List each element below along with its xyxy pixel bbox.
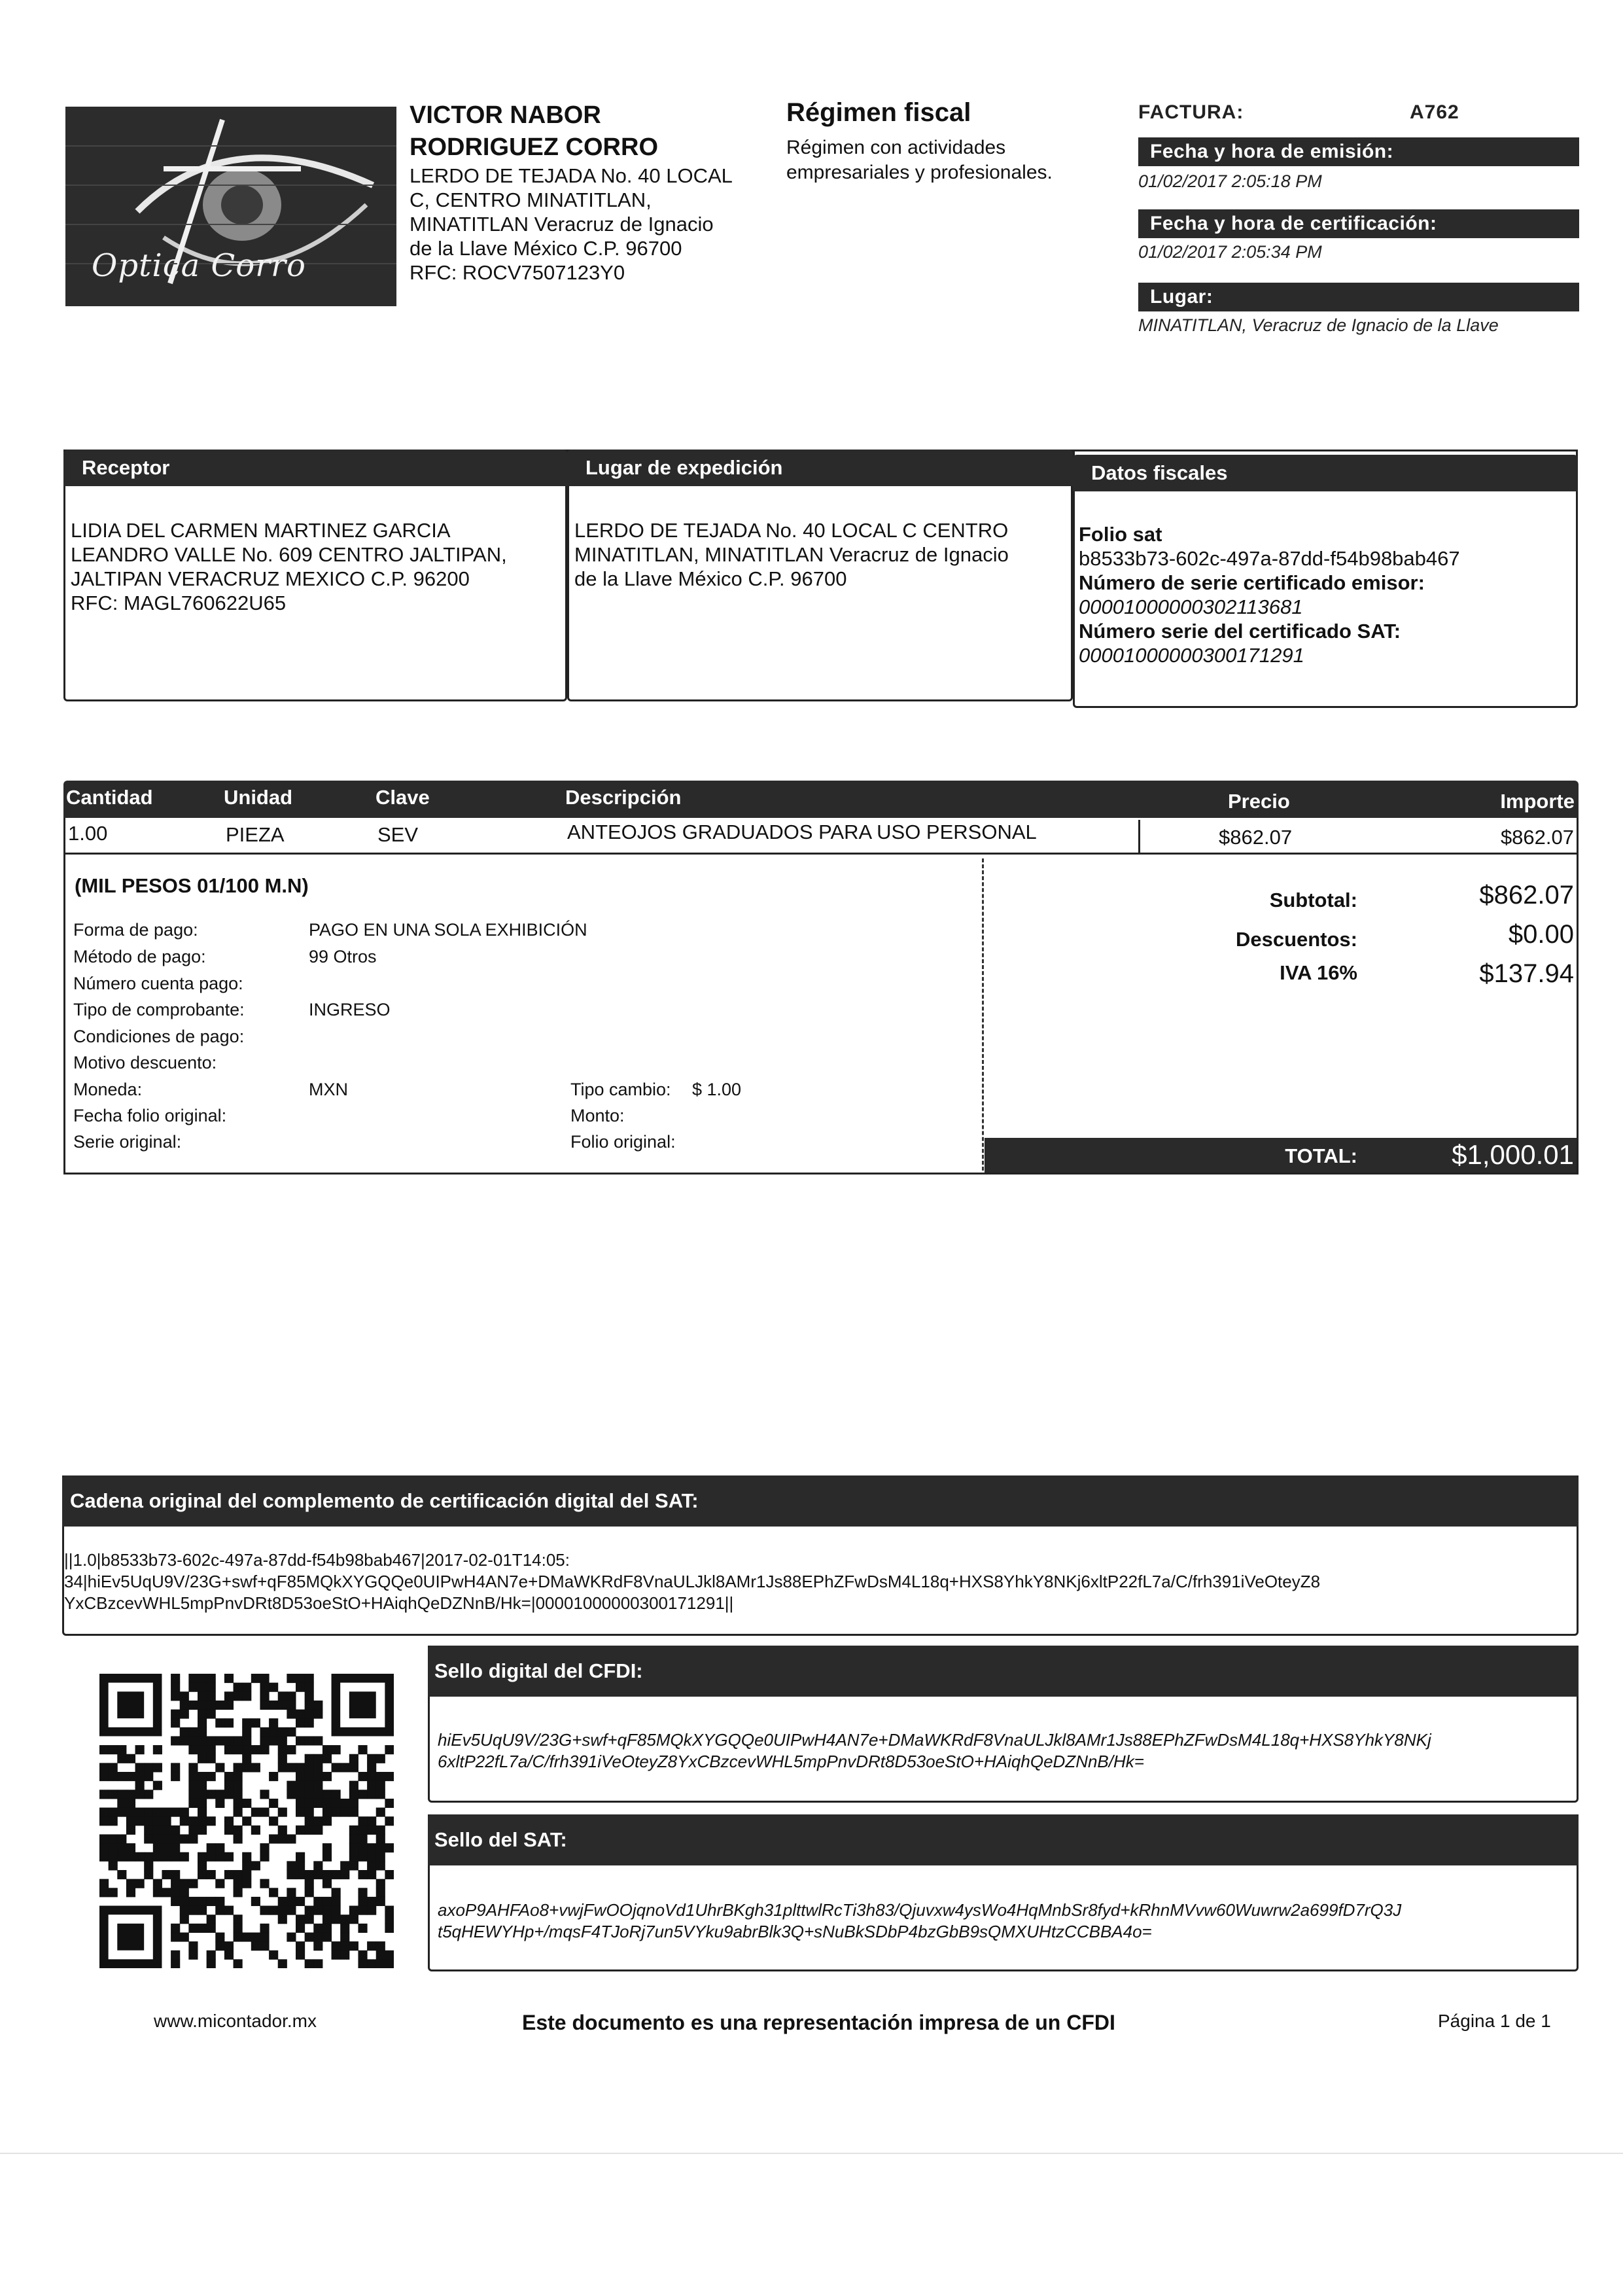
factura-label: FACTURA: bbox=[1138, 101, 1244, 123]
forma-pago-label: Forma de pago: bbox=[73, 920, 198, 940]
item-cantidad: 1.00 bbox=[68, 822, 108, 845]
issuer-address-line: MINATITLAN Veracruz de Ignacio bbox=[410, 213, 714, 236]
tipo-comprobante-value: INGRESO bbox=[309, 1000, 391, 1019]
receptor-line: JALTIPAN VERACRUZ MEXICO C.P. 96200 bbox=[71, 567, 470, 590]
motivo-descuento-label: Motivo descuento: bbox=[73, 1053, 217, 1072]
sello-cfdi-header: Sello digital del CFDI: bbox=[428, 1646, 1579, 1697]
sello-sat-header: Sello del SAT: bbox=[428, 1814, 1579, 1865]
emision-value: 01/02/2017 2:05:18 PM bbox=[1138, 171, 1322, 191]
cadena-header: Cadena original del complemento de certificación digital del SAT: bbox=[62, 1475, 1579, 1527]
sello-cfdi-line: hiEv5UqU9V/23G+swf+qF85MQkXYGQQe0UIPwH4AN7e+DMaWKRdF8VnaULJkl8AMr1Js88EPhZFwDsM4L18q+HXS8YhkY8NKj bbox=[438, 1730, 1431, 1750]
issuer-block bbox=[410, 99, 776, 285]
certificacion-label: Fecha y hora de certificación: bbox=[1138, 209, 1579, 238]
fiscales-box bbox=[1073, 450, 1578, 708]
cert-emisor-label: Número de serie certificado emisor: bbox=[1079, 571, 1425, 594]
amount-in-words: (MIL PESOS 01/100 M.N) bbox=[75, 874, 309, 897]
total-value: $1,000.01 bbox=[1452, 1139, 1574, 1170]
receptor-header: Receptor bbox=[63, 450, 567, 486]
cert-sat-label: Número serie del certificado SAT: bbox=[1079, 620, 1401, 643]
forma-pago-value: PAGO EN UNA SOLA EXHIBICIÓN bbox=[309, 920, 587, 940]
total-label: TOTAL: bbox=[1285, 1144, 1357, 1167]
receptor-box bbox=[63, 450, 567, 701]
col-descripcion: Descripción bbox=[565, 786, 682, 809]
receptor-line: LIDIA DEL CARMEN MARTINEZ GARCIA bbox=[71, 519, 451, 542]
regimen-line: empresariales y profesionales. bbox=[786, 162, 1053, 183]
tipo-cambio-label: Tipo cambio: bbox=[570, 1080, 671, 1099]
issuer-name-line: VICTOR NABOR bbox=[410, 101, 601, 129]
issuer-address-line: de la Llave México C.P. 96700 bbox=[410, 237, 682, 260]
item-unidad: PIEZA bbox=[226, 823, 285, 846]
expedicion-line: MINATITLAN, MINATITLAN Veracruz de Ignacio bbox=[574, 543, 1009, 566]
logo-text: Optica Corro bbox=[92, 247, 306, 284]
expedicion-line: LERDO DE TEJADA No. 40 LOCAL C CENTRO bbox=[574, 519, 1009, 542]
descuentos-value: $0.00 bbox=[1508, 920, 1574, 949]
col-unidad: Unidad bbox=[224, 786, 293, 809]
metodo-pago-value: 99 Otros bbox=[309, 947, 377, 966]
sello-cfdi-line: 6xltP22fL7a/C/frh391iVeOteyZ8YxCBzcevWHL5mpPnvDRt8D53oeStO+HAiqhQeDZNnB/Hk= bbox=[438, 1752, 1144, 1771]
iva-value: $137.94 bbox=[1479, 959, 1574, 988]
col-precio: Precio bbox=[1228, 790, 1290, 813]
scan-edge-line bbox=[0, 2153, 1623, 2154]
item-clave: SEV bbox=[377, 823, 419, 846]
item-importe: $862.07 bbox=[1500, 826, 1574, 849]
issuer-address-line: LERDO DE TEJADA No. 40 LOCAL bbox=[410, 164, 733, 187]
table-row bbox=[63, 818, 1579, 855]
expedicion-box bbox=[567, 450, 1073, 701]
footer-page: Página 1 de 1 bbox=[1438, 2011, 1551, 2031]
regimen-line: Régimen con actividades bbox=[786, 137, 1006, 158]
serie-original-label: Serie original: bbox=[73, 1132, 182, 1152]
cuenta-pago-label: Número cuenta pago: bbox=[73, 974, 243, 993]
subtotal-value: $862.07 bbox=[1479, 881, 1574, 910]
factura-number: A762 bbox=[1410, 101, 1459, 123]
item-descripcion: ANTEOJOS GRADUADOS PARA USO PERSONAL bbox=[567, 821, 1037, 843]
fecha-folio-label: Fecha folio original: bbox=[73, 1106, 227, 1125]
cadena-line: 34|hiEv5UqU9V/23G+swf+qF85MQkXYGQQe0UIPwH4AN7e+DMaWKRdF8VnaULJkl8AMr1Js88EPhZFwDsM4L18q+HXS8YhkY8NKj6xltP22fL7a/C/frh391iVeOteyZ8 bbox=[64, 1572, 1321, 1591]
moneda-label: Moneda: bbox=[73, 1080, 143, 1099]
sello-sat-line: axoP9AHFAo8+vwjFwOOjqnoVd1UhrBKgh31plttwlRcTi3h83/Qjuvxw4ysWo4HqMnbSr8fyd+kRhnMVvw60Wuwrw2a699fD7rQ3J bbox=[438, 1900, 1402, 1920]
expedicion-line: de la Llave México C.P. 96700 bbox=[574, 567, 847, 590]
item-precio: $862.07 bbox=[1219, 826, 1293, 849]
dashed-divider bbox=[982, 858, 984, 1171]
cadena-line: YxCBzcevWHL5mpPnvDRt8D53oeStO+HAiqhQeDZNnB/Hk=|00001000000300171291|| bbox=[64, 1593, 734, 1613]
sello-sat-line: t5qHEWYHp+/mqsF4TJoRj7un5VYku9abrBlk3Q+sNuBkSDbP4bzGbB9sQMXUHtzCCBBA4o= bbox=[438, 1922, 1152, 1941]
footer-notice: Este documento es una representación impresa de un CFDI bbox=[522, 2011, 1115, 2034]
fiscales-header: Datos fiscales bbox=[1073, 455, 1578, 491]
issuer-address-line: C, CENTRO MINATITLAN, bbox=[410, 188, 652, 211]
folio-original-label: Folio original: bbox=[570, 1132, 676, 1152]
iva-label: IVA 16% bbox=[1280, 961, 1357, 984]
receptor-rfc: RFC: MAGL760622U65 bbox=[71, 592, 287, 614]
footer-website: www.micontador.mx bbox=[154, 2011, 317, 2031]
qr-code bbox=[99, 1674, 394, 1968]
column-divider bbox=[1138, 820, 1140, 853]
col-clave: Clave bbox=[375, 786, 430, 809]
receptor-line: LEANDRO VALLE No. 609 CENTRO JALTIPAN, bbox=[71, 543, 507, 566]
certificacion-value: 01/02/2017 2:05:34 PM bbox=[1138, 242, 1322, 262]
cert-emisor-value: 00001000000302113681 bbox=[1079, 595, 1303, 618]
items-header bbox=[63, 781, 1579, 818]
lugar-value: MINATITLAN, Veracruz de Ignacio de la Llave bbox=[1138, 315, 1499, 335]
sello-cfdi-box bbox=[428, 1646, 1579, 1803]
cadena-line: ||1.0|b8533b73-602c-497a-87dd-f54b98bab467|2017-02-01T14:05: bbox=[64, 1550, 570, 1570]
payment-totals-box bbox=[63, 855, 1579, 1174]
issuer-rfc: RFC: ROCV7507123Y0 bbox=[410, 261, 625, 284]
col-cantidad: Cantidad bbox=[66, 786, 153, 809]
regimen-title: Régimen fiscal bbox=[786, 98, 971, 127]
issuer-name-line: RODRIGUEZ CORRO bbox=[410, 133, 658, 161]
monto-label: Monto: bbox=[570, 1106, 625, 1125]
tipo-cambio-value: $ 1.00 bbox=[692, 1080, 742, 1099]
company-logo bbox=[65, 107, 396, 306]
descuentos-label: Descuentos: bbox=[1235, 928, 1357, 951]
cert-sat-value: 00001000000300171291 bbox=[1079, 644, 1304, 667]
sello-sat-box bbox=[428, 1814, 1579, 1971]
metodo-pago-label: Método de pago: bbox=[73, 947, 206, 966]
cadena-box bbox=[62, 1475, 1579, 1636]
lugar-label: Lugar: bbox=[1138, 283, 1579, 311]
emision-label: Fecha y hora de emisión: bbox=[1138, 137, 1579, 166]
expedicion-header: Lugar de expedición bbox=[567, 450, 1073, 486]
moneda-value: MXN bbox=[309, 1080, 348, 1099]
col-importe: Importe bbox=[1500, 790, 1575, 813]
total-bar bbox=[985, 1138, 1577, 1173]
tipo-comprobante-label: Tipo de comprobante: bbox=[73, 1000, 245, 1019]
folio-sat-value: b8533b73-602c-497a-87dd-f54b98bab467 bbox=[1079, 547, 1460, 570]
qr-code-icon bbox=[99, 1674, 394, 1968]
subtotal-label: Subtotal: bbox=[1269, 889, 1357, 911]
folio-sat-label: Folio sat bbox=[1079, 523, 1162, 546]
condiciones-pago-label: Condiciones de pago: bbox=[73, 1027, 245, 1046]
regimen-block bbox=[786, 98, 1100, 185]
